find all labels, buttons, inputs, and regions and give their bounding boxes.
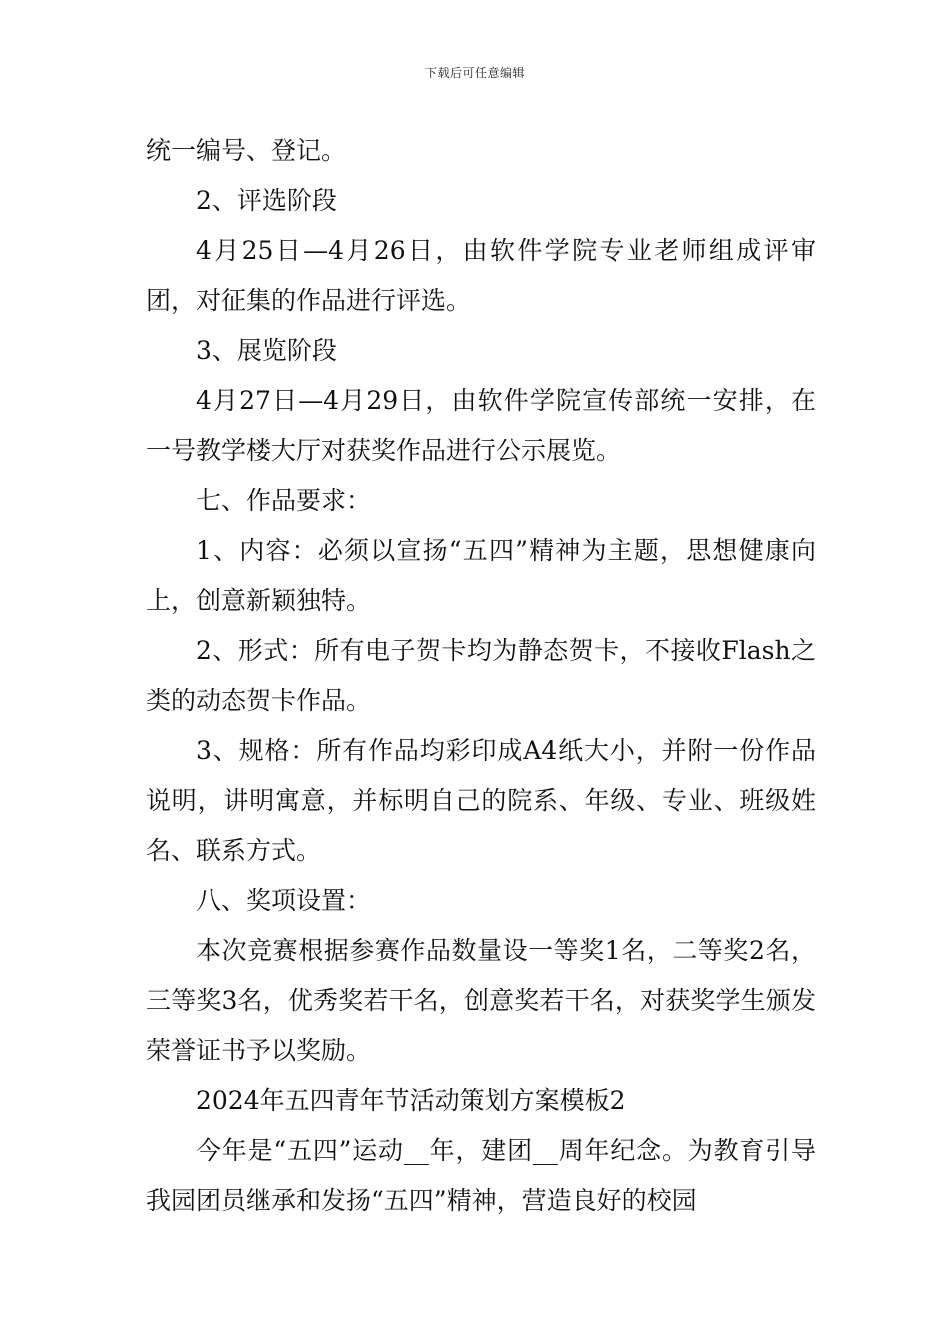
paragraph: 八、奖项设置： (196, 886, 372, 915)
paragraph: 4月27日—4月29日，由软件学院宣传部统一安排，在一号教学楼大厅对获奖作品进行公示展览。 (146, 386, 816, 465)
page-header: 下载后可任意编辑 (424, 66, 525, 80)
paragraph: 3、展览阶段 (196, 336, 337, 365)
paragraph: 七、作品要求： (196, 486, 372, 515)
paragraph: 统一编号、登记。 (146, 136, 347, 165)
paragraph: 3、规格：所有作品均彩印成A4纸大小，并附一份作品说明，讲明寓意，并标明自己的院系、年级、专业、班级姓名、联系方式。 (146, 736, 816, 865)
paragraph: 本次竞赛根据参赛作品数量设一等奖1名，二等奖2名，三等奖3名，优秀奖若干名，创意奖若干名，对获奖学生颁发荣誉证书予以奖励。 (146, 936, 816, 1065)
paragraph: 2024年五四青年节活动策划方案模板2 (196, 1086, 626, 1115)
paragraph: 4月25日—4月26日，由软件学院专业老师组成评审团，对征集的作品进行评选。 (146, 236, 816, 315)
paragraph: 今年是“五四”运动__年，建团__周年纪念。为教育引导我园团员继承和发扬“五四”精神，营造良好的校园 (146, 1136, 816, 1215)
paragraph: 2、形式：所有电子贺卡均为静态贺卡，不接收Flash之类的动态贺卡作品。 (146, 636, 816, 715)
document-body (146, 126, 816, 1226)
paragraph: 2、评选阶段 (196, 186, 337, 215)
paragraph: 1、内容：必须以宣扬“五四”精神为主题，思想健康向上，创意新颖独特。 (146, 536, 816, 615)
